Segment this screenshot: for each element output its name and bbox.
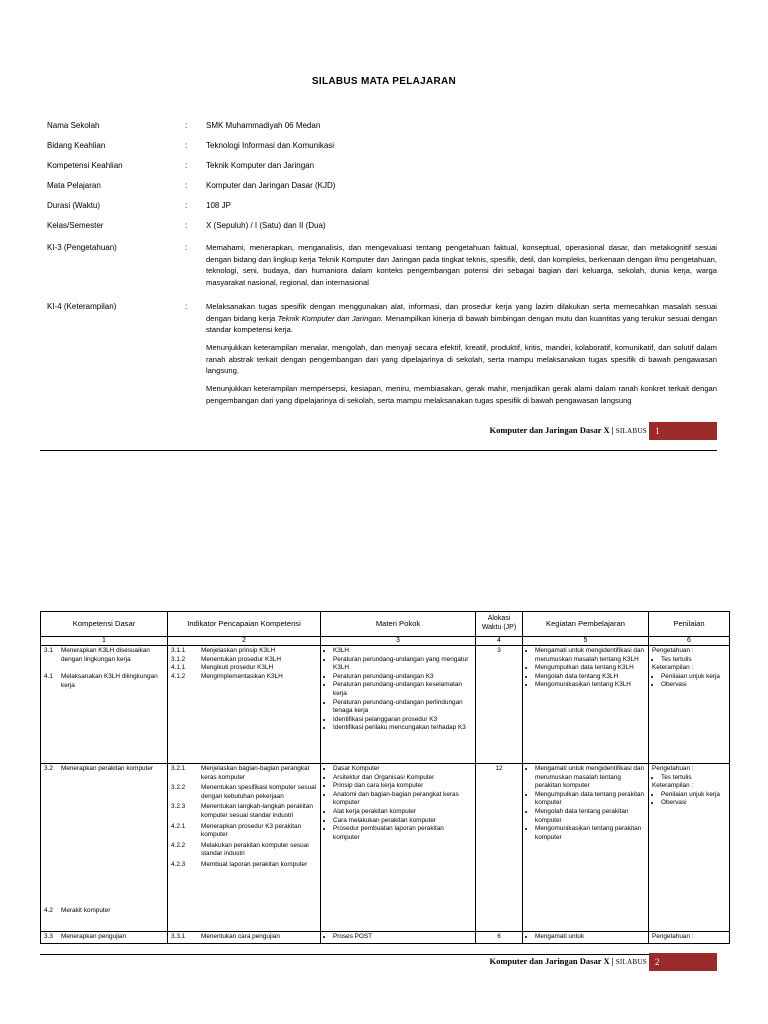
- penilaian-pengetahuan-label: Pengetahuan :: [652, 647, 694, 654]
- info-colon: :: [185, 243, 188, 252]
- kd-cell: [41, 646, 168, 764]
- footer-page-1: [40, 422, 717, 440]
- kd-number: 4.2: [44, 907, 53, 914]
- list-item: • Peraturan perundang-undangan K3: [333, 673, 472, 682]
- indikator-text: Menerapkan prosedur K3 perakitan komputer: [201, 822, 302, 839]
- header-alokasi-waktu: Alokasi Waktu (JP): [476, 612, 523, 637]
- footer-silabus: SILABUS: [615, 427, 647, 435]
- kegiatan-cell: [523, 764, 649, 932]
- indikator-cell: [168, 932, 321, 944]
- indikator-text: Menjelaskan prinsip K3LH: [201, 647, 276, 654]
- indikator-number: 3.3.1: [171, 933, 186, 940]
- info-colon: :: [185, 302, 188, 311]
- table-row: [41, 646, 730, 764]
- list-item: • Proses POST: [333, 933, 472, 942]
- kd-number: 4.1: [44, 673, 53, 681]
- penilaian-keterampilan-list: [652, 791, 726, 808]
- info-value: Komputer dan Jaringan Dasar (KJD): [206, 181, 336, 190]
- indikator-item: [171, 673, 317, 682]
- kd-text: Menerapkan K3LH disesuaikan dengan lingkungan kerja: [61, 647, 150, 663]
- list-item: • Tes tertulis: [661, 774, 726, 783]
- col-number: 2: [168, 637, 321, 646]
- header-kompetensi-dasar: Kompetensi Dasar: [41, 612, 168, 637]
- list-item: • Dasar Komputer: [333, 765, 472, 774]
- alokasi-cell: 6: [476, 932, 523, 944]
- indikator-cell: [168, 646, 321, 764]
- footer-subject: Komputer dan Jaringan Dasar X |: [489, 425, 616, 435]
- info-colon: :: [185, 141, 188, 150]
- list-item: • Obervasi: [661, 799, 726, 808]
- indikator-item: [171, 765, 317, 782]
- indikator-item: [171, 803, 317, 820]
- info-value: X (Sepuluh) / I (Satu) dan II (Dua): [206, 221, 326, 230]
- page-title: SILABUS MATA PELAJARAN: [311, 76, 457, 87]
- table-row: [41, 764, 730, 932]
- list-item: • Mengamati untuk mengidentifikasi dan merumuskan masalah tentang K3LH: [535, 647, 645, 664]
- info-colon: :: [185, 121, 188, 130]
- list-item: • Peraturan perundang-undangan yang mengatur K3LH: [333, 656, 472, 673]
- indikator-number: 4.2.1: [171, 822, 186, 830]
- list-item: • Mengomunikasikan tentang perakitan komputer: [535, 825, 645, 842]
- kegiatan-list: [526, 765, 645, 842]
- kd-number: 3.2: [44, 765, 53, 772]
- indikator-number: 3.2.2: [171, 784, 186, 792]
- list-item: • Obervasi: [661, 681, 726, 690]
- kd-text: Melaksanakan K3LH dilingkungan kerja: [61, 673, 158, 689]
- indikator-number: 3.1.2: [171, 655, 186, 663]
- footer-subject: Komputer dan Jaringan Dasar X |: [489, 956, 616, 966]
- ki4-p1-text-2: Menampilkan kinerja di bawah bimbingan dengan mutu dan kuantitas yang terukur sesuai dengan standar kompetensi kerja.: [206, 313, 717, 335]
- indikator-cell: [168, 764, 321, 932]
- list-item: • Mengamati untuk: [535, 933, 645, 942]
- page-number: 2: [649, 953, 717, 971]
- info-colon: :: [185, 221, 188, 230]
- indikator-item: [171, 647, 317, 656]
- header-penilaian: Penilaian: [649, 612, 730, 637]
- header-indikator: Indikator Pencapaian Kompetensi: [168, 612, 321, 637]
- info-colon: :: [185, 161, 188, 170]
- kd-item: [44, 647, 164, 664]
- table-header-row: [41, 612, 730, 637]
- table-number-row: [41, 637, 730, 646]
- footer-page-2: [40, 953, 717, 971]
- penilaian-cell: [649, 764, 730, 932]
- kd-number: 3.3: [44, 933, 53, 940]
- materi-cell: [321, 646, 476, 764]
- indikator-item: [171, 823, 317, 840]
- list-item: • Mengomunikasikan tentang K3LH: [535, 681, 645, 690]
- materi-cell: [321, 932, 476, 944]
- indikator-text: Mengikuti prosedur K3LH: [201, 664, 274, 672]
- indikator-text: Menentukan cara pengujian: [201, 933, 280, 940]
- ki4-p1-italic: Teknik Komputer dan Jaringan.: [277, 313, 384, 323]
- kd-item: [44, 907, 164, 916]
- materi-list: [324, 647, 472, 733]
- indikator-text: Menentukan spesifikasi komputer sesuai dengan kebutuhan pekerjaan: [201, 784, 317, 800]
- indikator-number: 4.2.3: [171, 860, 186, 868]
- list-item: • Mengumpulkan data tentang perakitan komputer: [535, 791, 645, 808]
- indikator-number: 3.2.1: [171, 765, 186, 772]
- kd-cell: [41, 764, 168, 932]
- indikator-item: [171, 842, 317, 859]
- table-row: [41, 932, 730, 944]
- info-value: 108 JP: [206, 201, 231, 210]
- footer-text: [489, 425, 647, 435]
- list-item: • K3LH: [333, 647, 472, 656]
- ki4-label: KI-4 (Keterampilan): [47, 302, 117, 311]
- penilaian-keterampilan-list: [652, 673, 726, 690]
- indikator-text: Melakukan perakitan komputer sesuai standar industri: [201, 841, 309, 858]
- info-colon: :: [185, 201, 188, 210]
- footer-text: [489, 956, 647, 966]
- list-item: • Peraturan perundang-undangan keselamatan kerja: [333, 681, 472, 698]
- list-item: • Prosedur pembuatan laporan perakitan komputer: [333, 825, 472, 842]
- header-materi-pokok: Materi Pokok: [321, 612, 476, 637]
- indikator-text: Menentukan prosedur K3LH: [201, 655, 281, 663]
- ki4-paragraph-1: [206, 301, 717, 336]
- penilaian-pengetahuan-list: [652, 774, 726, 783]
- list-item: • Mengolah data tentang K3LH: [535, 673, 645, 682]
- list-item: • Penilaian unjuk kerja: [661, 791, 726, 800]
- col-number: 4: [476, 637, 523, 646]
- list-item: • Arsitektur dan Organisasi Komputer: [333, 774, 472, 783]
- silabus-table: [40, 611, 730, 944]
- indikator-item: [171, 784, 317, 801]
- list-item: • Mengamati untuk mengidentifikasi dan merumuskan masalah tentang perakitan komputer: [535, 765, 645, 791]
- footer-divider: [40, 450, 717, 451]
- alokasi-cell: 12: [476, 764, 523, 932]
- kd-text: Menerapkan perakitan komputer: [61, 765, 154, 772]
- ki3-text: Memahami, menerapkan, menganalisis, dan mengevaluasi tentang pengetahuan faktual, konseptual, operasional dasar, dan metakognitif sesuai dengan bidang dan lingkup kerja Teknik Komputer dan Jaringan pada tingkat teknis, spesifik, detil, dan kompleks, berkenaan dengan ilmu pengetahuan, teknologi, seni, budaya, dan humaniora dalam konteks pengembangan potensi diri sebagai bagian dari keluarga, sekolah, dunia kerja, warga masyarakat nasional, regional, dan internasional: [206, 243, 717, 287]
- indikator-number: 4.2.2: [171, 841, 186, 849]
- info-label: Mata Pelajaran: [47, 181, 101, 190]
- col-number: 1: [41, 637, 168, 646]
- indikator-text: Membuat laporan perakitan komputer: [201, 860, 308, 868]
- col-number: 3: [321, 637, 476, 646]
- ki4-p1-text: Melaksanakan tugas spesifik dengan menggunakan alat, informasi, dan prosedur kerja yang lazim dilakukan serta memecahkan masalah sesuai dengan bidang kerja: [206, 302, 717, 323]
- kd-item: [44, 673, 164, 690]
- col-number: 5: [523, 637, 649, 646]
- info-label: Bidang Keahlian: [47, 141, 106, 150]
- ki3-label: KI-3 (Pengetahuan): [47, 243, 117, 252]
- list-item: • Mengolah data tentang perakitan komputer: [535, 808, 645, 825]
- kegiatan-cell: [523, 646, 649, 764]
- indikator-number: 4.1.2: [171, 672, 186, 680]
- kd-text: Merakit komputer: [61, 907, 111, 914]
- list-item: • Anatomi dan bagian-bagian perangkat keras komputer: [333, 791, 472, 808]
- info-label: Kelas/Semester: [47, 221, 104, 230]
- indikator-number: 3.1.1: [171, 647, 186, 654]
- info-value: Teknik Komputer dan Jaringan: [206, 161, 315, 170]
- alokasi-cell: 3: [476, 646, 523, 764]
- indikator-item: [171, 664, 317, 673]
- kd-text: Menerapkan pengujian: [61, 933, 127, 940]
- kegiatan-cell: [523, 932, 649, 944]
- penilaian-keterampilan-label: Keterampilan :: [652, 782, 694, 790]
- kd-item: [44, 765, 164, 774]
- penilaian-cell: Pengetahuan :: [649, 932, 730, 944]
- ki4-paragraph-2: Menunjukkan keterampilan menalar, mengolah, dan menyaji secara efektif, kreatif, produktif, kritis, mandiri, kolaboratif, komunikatif, dan solutif dalam ranah abstrak terkait dengan pengembangan dari yang dipelajarinya di sekolah, serta mampu melaksanakan tugas spesifik di bawah pengawasan langsung.: [206, 343, 717, 376]
- indikator-text: Menentukan langkah-langkah perakitan komputer sesuai standar industri: [201, 803, 313, 819]
- info-label: Kompetensi Keahlian: [47, 161, 123, 170]
- kd-cell: [41, 932, 168, 944]
- list-item: • Identifikasi perilaku mencurigakan terhadap K3: [333, 724, 472, 733]
- list-item: • Cara melakukan perakitan komputer: [333, 817, 472, 826]
- materi-list: [324, 765, 472, 842]
- header-kegiatan: Kegiatan Pembelajaran: [523, 612, 649, 637]
- footer-silabus: SILABUS: [615, 958, 647, 966]
- list-item: • Tes tertulis: [661, 656, 726, 665]
- materi-cell: [321, 764, 476, 932]
- info-value: Teknologi Informasi dan Komunikasi: [206, 141, 335, 150]
- penilaian-pengetahuan-label: Pengetahuan :: [652, 765, 694, 772]
- list-item: • Alat kerja perakitan komputer: [333, 808, 472, 817]
- col-number: 6: [649, 637, 730, 646]
- indikator-text: Menjelaskan bagian-bagian perangkat keras komputer: [201, 765, 310, 781]
- list-item: • Mengumpulkan data tentang K3LH: [535, 664, 645, 673]
- info-label: Durasi (Waktu): [47, 201, 101, 210]
- info-colon: :: [185, 181, 188, 190]
- indikator-number: 3.2.3: [171, 803, 186, 811]
- ki4-paragraph-3: Menunjukkan keterampilan mempersepsi, kesiapan, meniru, membiasakan, gerak mahir, menjadikan gerak alami dalam ranah konkret terkait dengan pengembangan dari yang dipelajarinya di sekolah, serta mampu melaksanakan tugas spesifik di bawah pengawasan langsung: [206, 384, 717, 405]
- indikator-item: [171, 861, 317, 870]
- indikator-number: 4.1.1: [171, 664, 186, 672]
- kegiatan-list: [526, 647, 645, 690]
- penilaian-cell: [649, 646, 730, 764]
- info-value: SMK Muhammadiyah 06 Medan: [206, 121, 321, 130]
- kd-number: 3.1: [44, 647, 53, 654]
- indikator-item: [171, 656, 317, 665]
- indikator-text: Mengimplementasikan K3LH: [201, 672, 283, 680]
- list-item: • Penilaian unjuk kerja: [661, 673, 726, 682]
- page-number: 1: [649, 422, 717, 440]
- list-item: • Peraturan perundang-undangan perlindungan tenaga kerja: [333, 699, 472, 716]
- penilaian-keterampilan-label: Keterampilan :: [652, 664, 694, 672]
- penilaian-pengetahuan-list: [652, 656, 726, 665]
- list-item: • Identifikasi pelanggaran prosedur K3: [333, 716, 472, 725]
- info-label: Nama Sekolah: [47, 121, 100, 130]
- list-item: • Prinsip dan cara kerja komputer: [333, 782, 472, 791]
